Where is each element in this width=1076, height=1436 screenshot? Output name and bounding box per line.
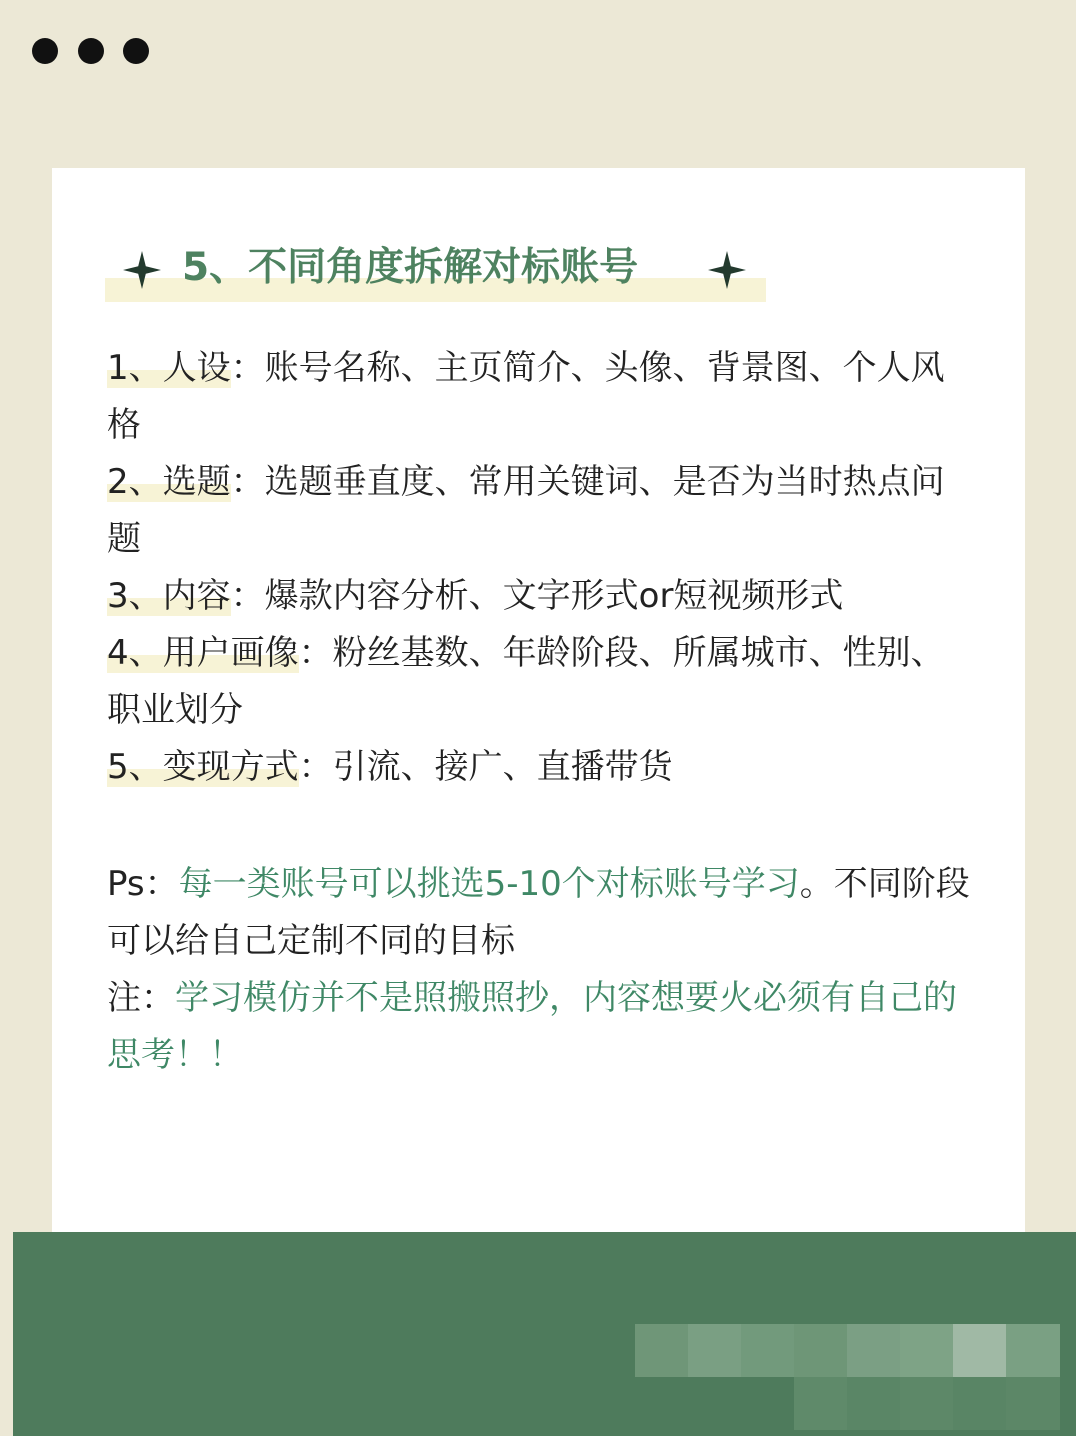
item-text: 引流、接广、直播带货 bbox=[332, 747, 673, 787]
list-item bbox=[107, 340, 977, 454]
dot-icon bbox=[78, 38, 104, 64]
ps-note bbox=[107, 856, 977, 970]
item-separator: ： bbox=[298, 747, 333, 787]
item-text: 粉丝基数、年龄阶段、所属城市、性别、职业划分 bbox=[107, 633, 945, 730]
item-list bbox=[107, 340, 977, 796]
ps-highlight: 每一类账号可以挑选5-10个对标账号学习 bbox=[178, 864, 800, 904]
item-label: 5、变现方式 bbox=[107, 747, 299, 787]
item-separator: ： bbox=[230, 462, 265, 502]
item-separator: ： bbox=[230, 348, 265, 388]
item-label: 1、人设 bbox=[107, 348, 231, 388]
heading-title: 5、不同角度拆解对标账号 bbox=[182, 245, 639, 290]
dot-icon bbox=[32, 38, 58, 64]
item-separator: ： bbox=[298, 633, 333, 673]
list-item bbox=[107, 625, 977, 739]
caution-note bbox=[107, 970, 977, 1084]
notes-section bbox=[107, 856, 977, 1084]
list-item bbox=[107, 739, 977, 796]
ps-label: Ps： bbox=[107, 864, 179, 904]
dot-icon bbox=[123, 38, 149, 64]
item-separator: ： bbox=[230, 576, 265, 616]
ps-rest: 。不同阶段可以给自己定制不同的目标 bbox=[107, 864, 970, 961]
content-card bbox=[52, 168, 1025, 1238]
list-item bbox=[107, 568, 977, 625]
item-text: 爆款内容分析、文字形式or短视频形式 bbox=[264, 576, 844, 616]
footer-band bbox=[13, 1232, 1076, 1436]
note-text: 学习模仿并不是照搬照抄，内容想要火必须有自己的思考！！ bbox=[107, 978, 957, 1075]
note-label: 注： bbox=[107, 978, 175, 1018]
item-text: 账号名称、主页简介、头像、背景图、个人风格 bbox=[107, 348, 945, 445]
item-label: 3、内容 bbox=[107, 576, 231, 616]
item-text: 选题垂直度、常用关键词、是否为当时热点问题 bbox=[107, 462, 945, 559]
item-label: 2、选题 bbox=[107, 462, 231, 502]
item-label: 4、用户画像 bbox=[107, 633, 299, 673]
blurred-watermark bbox=[635, 1324, 1060, 1430]
section-heading bbox=[105, 238, 766, 302]
list-item bbox=[107, 454, 977, 568]
